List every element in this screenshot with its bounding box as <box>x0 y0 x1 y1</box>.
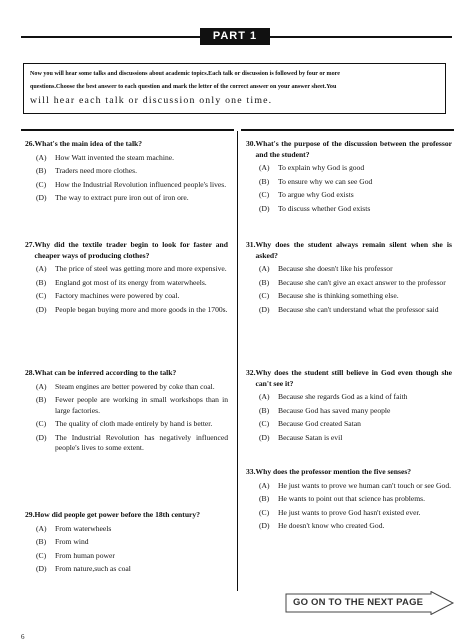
question-number: 27. <box>25 240 35 249</box>
option-d[interactable]: (D) Because Satan is evil <box>259 432 343 442</box>
question-number: 31. <box>246 240 256 249</box>
option-d[interactable]: (D) To discuss whether God exists <box>259 203 371 213</box>
option-c[interactable]: (C) Because God created Satan <box>259 419 361 428</box>
instructions-line-1: Now you will hear some talks and discussions about academic topics.Each talk or discussion is followed by four or more <box>30 71 340 77</box>
question-number: 26. <box>25 139 35 148</box>
option-d[interactable]: (D) He doesn't know who created God. <box>259 521 385 530</box>
question-number: 32. <box>246 368 256 377</box>
option-b[interactable]: (B) He wants to point out that science has problems. <box>259 494 425 503</box>
option-b[interactable]: (B) England got most of its energy from waterwheels. <box>36 277 207 287</box>
question-27 <box>25 240 228 315</box>
right-column-rule <box>241 129 454 131</box>
question-stem: Why does the student still believe in God even though she can't see it? <box>255 368 452 388</box>
option-a[interactable]: (A) He just wants to prove we human can't touch or see God. <box>259 480 452 490</box>
option-b[interactable]: (B) Because God has saved many people <box>259 405 391 415</box>
page-number: 6 <box>21 633 25 641</box>
option-c[interactable]: (C) He just wants to prove God hasn't existed ever. <box>259 507 421 517</box>
option-c[interactable]: (C) Factory machines were powered by coal. <box>36 291 180 300</box>
option-c[interactable]: (C) From human power <box>36 550 115 560</box>
column-divider <box>237 131 238 591</box>
option-a[interactable]: (A) The price of steel was getting more and more expensive. <box>36 264 227 273</box>
question-number: 33. <box>246 467 256 476</box>
option-a[interactable]: (A) To explain why God is good <box>259 163 365 172</box>
question-stem: Why does the professor mention the five senses? <box>255 467 412 476</box>
option-a[interactable]: (A) How Watt invented the steam machine. <box>36 152 175 162</box>
question-stem: What's the main idea of the talk? <box>34 139 143 148</box>
part-label: PART 1 <box>200 28 270 45</box>
option-a[interactable]: (A) Because she regards God as a kind of faith <box>259 392 408 401</box>
question-31 <box>246 240 452 315</box>
question-stem: Why does the student always remain silent when she is asked? <box>255 240 452 260</box>
option-b[interactable]: (B) Traders need more clothes. <box>36 166 137 175</box>
option-c[interactable]: (C) How the Industrial Revolution influenced people's lives. <box>36 179 227 189</box>
question-stem: What's the purpose of the discussion between the professor and the student? <box>255 139 452 159</box>
option-a[interactable]: (A) Steam engines are better powered by coke than coal. <box>36 381 215 391</box>
option-d[interactable]: (D) From nature,such as coal <box>36 564 131 573</box>
question-28 <box>25 368 228 454</box>
option-d[interactable]: (D) Because she can't understand what the professor said <box>259 304 439 314</box>
instructions-line-3: will hear each talk or discussion only one time. <box>30 95 273 106</box>
question-26 <box>25 139 228 204</box>
question-number: 29. <box>25 510 35 519</box>
option-b[interactable]: (B) From wind <box>36 537 89 546</box>
question-29 <box>25 510 228 575</box>
option-d[interactable]: (D) The Industrial Revolution has negatively influenced people's lives to some extent. <box>36 432 228 452</box>
option-c[interactable]: (C) Because she is thinking something else. <box>259 291 399 300</box>
option-c[interactable]: (C) To argue why God exists <box>259 190 354 199</box>
option-b[interactable]: (B) To ensure why we can see God <box>259 176 373 186</box>
question-30 <box>246 139 452 214</box>
option-d[interactable]: (D) People began buying more and more goods in the 1700s. <box>36 304 228 314</box>
question-number: 30. <box>246 139 256 148</box>
question-number: 28. <box>25 368 35 377</box>
question-32 <box>246 368 452 443</box>
option-b[interactable]: (B) Because she can't give an exact answer to the professor <box>259 277 446 287</box>
next-page-button[interactable] <box>285 591 455 615</box>
instructions-line-2: questions.Choose the best answer to each question and mark the letter of the correct answer on your answer sheet.You <box>30 84 337 90</box>
instructions-box <box>23 63 446 114</box>
option-a[interactable]: (A) From waterwheels <box>36 523 112 533</box>
question-stem: Why did the textile trader begin to look for faster and cheaper ways of producing clothes? <box>34 240 228 260</box>
next-page-label: GO ON TO THE NEXT PAGE <box>293 597 424 608</box>
option-d[interactable]: (D) The way to extract pure iron out of iron ore. <box>36 193 189 202</box>
option-b[interactable]: (B) Fewer people are working in small workshops than in large factories. <box>36 395 228 415</box>
question-33 <box>246 467 452 532</box>
option-a[interactable]: (A) Because she doesn't like his professor <box>259 264 393 273</box>
left-column-rule <box>21 129 234 131</box>
question-stem: What can be inferred according to the talk? <box>34 368 177 377</box>
option-c[interactable]: (C) The quality of cloth made entirely by hand is better. <box>36 419 213 428</box>
question-stem: How did people get power before the 18th century? <box>34 510 201 519</box>
